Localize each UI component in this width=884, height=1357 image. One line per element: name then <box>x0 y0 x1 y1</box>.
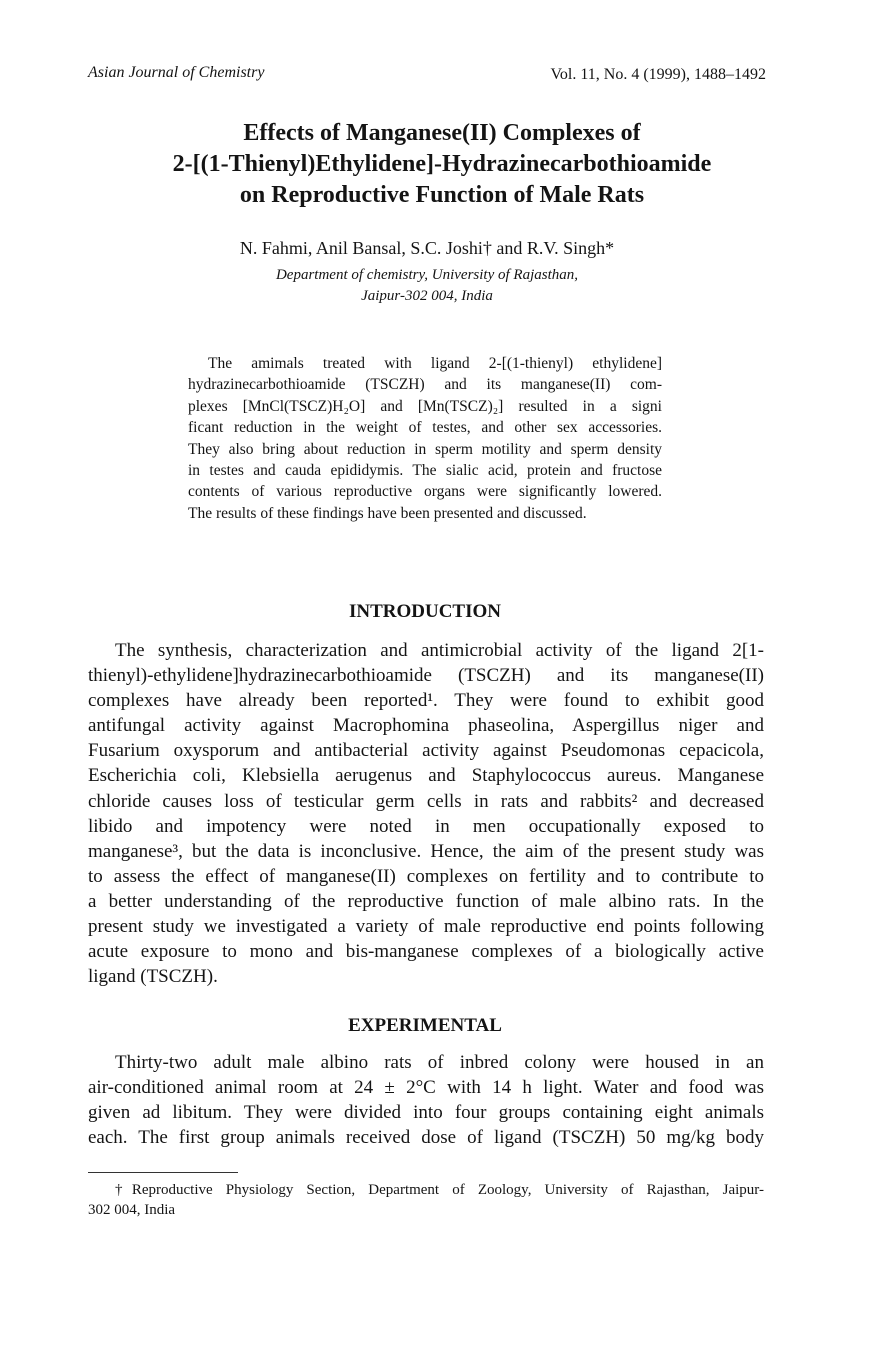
paragraph-line: The synthesis, characterization and antimicrobial activity of the ligand 2[1- <box>115 640 764 661</box>
affiliation-line-1: Department of chemistry, University of Rajasthan, <box>275 267 579 283</box>
paragraph-line: to assess the effect of manganese(II) complexes on fertility and to contribute to <box>88 865 764 887</box>
title-line-1: Effects of Manganese(II) Complexes of <box>243 120 641 146</box>
paragraph-line: ligand (TSCZH). <box>88 966 218 988</box>
abstract-line: The amimals treated with ligand 2-[(1-thienyl) ethylidene] <box>208 355 662 372</box>
abstract-line: hydrazinecarbothioamide (TSCZH) and its manganese(II) com- <box>188 376 662 394</box>
paragraph-line: libido and impotency were noted in men occupationally exposed to <box>88 815 764 837</box>
footnote-divider <box>88 1172 238 1173</box>
paragraph-line: chloride causes loss of testicular germ cells in rats and rabbits² and decreased <box>88 790 764 812</box>
volume-info: Vol. 11, No. 4 (1999), 1488–1492 <box>550 66 766 83</box>
title-line-3: on Reproductive Function of Male Rats <box>239 182 645 208</box>
paragraph-line: antifungal activity against Macrophomina phaseolina, Aspergillus niger and <box>88 715 764 737</box>
journal-name: Asian Journal of Chemistry <box>88 64 265 81</box>
abstract-line: plexes [MnCl(TSCZ)H₂O] and [Mn(TSCZ)₂] resulted in a signi <box>188 397 662 415</box>
footnote-line: †Reproductive Physiology Section, Department of Zoology, University of Rajasthan, Jaipur- <box>115 1182 764 1198</box>
paragraph-line: Escherichia coli, Klebsiella aerugenus and Staphylococcus aureus. Manganese <box>88 765 764 787</box>
abstract-line: in testes and cauda epididymis. The sialic acid, protein and fructose <box>188 462 662 480</box>
introduction-paragraph <box>88 638 764 989</box>
abstract-line: ficant reduction in the weight of testes, and other sex accessories. <box>188 419 662 437</box>
paragraph-line: a better understanding of the reproductive function of male albino rats. In the <box>88 890 764 912</box>
footnote <box>88 1181 764 1220</box>
title-line-2: 2-[(1-Thienyl)Ethylidene]-Hydrazinecarbothioamide <box>172 151 712 177</box>
abstract-line: The results of these findings have been presented and discussed. <box>188 504 587 522</box>
experimental-heading: EXPERIMENTAL <box>348 1015 502 1036</box>
abstract-line: They also bring about reduction in sperm motility and sperm density <box>188 440 662 458</box>
paragraph-line: air-conditioned animal room at 24 ± 2°C with 14 h light. Water and food was <box>88 1077 764 1099</box>
introduction-heading: INTRODUCTION <box>348 601 502 622</box>
footnote-line: 302 004, India <box>88 1201 176 1218</box>
paper-title <box>0 118 884 211</box>
affiliation <box>0 265 854 307</box>
paragraph-line: manganese³, but the data is inconclusive. Hence, the aim of the present study was <box>88 840 764 862</box>
abstract <box>188 353 662 524</box>
paragraph-line: each. The first group animals received dose of ligand (TSCZH) 50 mg/kg body <box>88 1127 764 1149</box>
abstract-line: contents of various reproductive organs were significantly lowered. <box>188 483 662 501</box>
paragraph-line: present study we investigated a variety of male reproductive end points following <box>88 916 764 938</box>
paragraph-line: Thirty-two adult male albino rats of inbred colony were housed in an <box>115 1052 764 1073</box>
paragraph-line: thienyl)-ethylidene]hydrazinecarbothioamide (TSCZH) and its manganese(II) <box>88 665 764 687</box>
author-list: N. Fahmi, Anil Bansal, S.C. Joshi† and R.V. Singh* <box>239 238 615 258</box>
experimental-paragraph <box>88 1050 764 1150</box>
paragraph-line: Fusarium oxysporum and antibacterial activity against Pseudomonas cepacicola, <box>88 740 764 762</box>
paragraph-line: acute exposure to mono and bis-manganese complexes of a biologically active <box>88 941 764 963</box>
paragraph-line: complexes have already been reported¹. They were found to exhibit good <box>88 690 764 712</box>
paragraph-line: given ad libitum. They were divided into four groups containing eight animals <box>88 1102 764 1124</box>
affiliation-line-2: Jaipur-302 004, India <box>361 288 493 304</box>
